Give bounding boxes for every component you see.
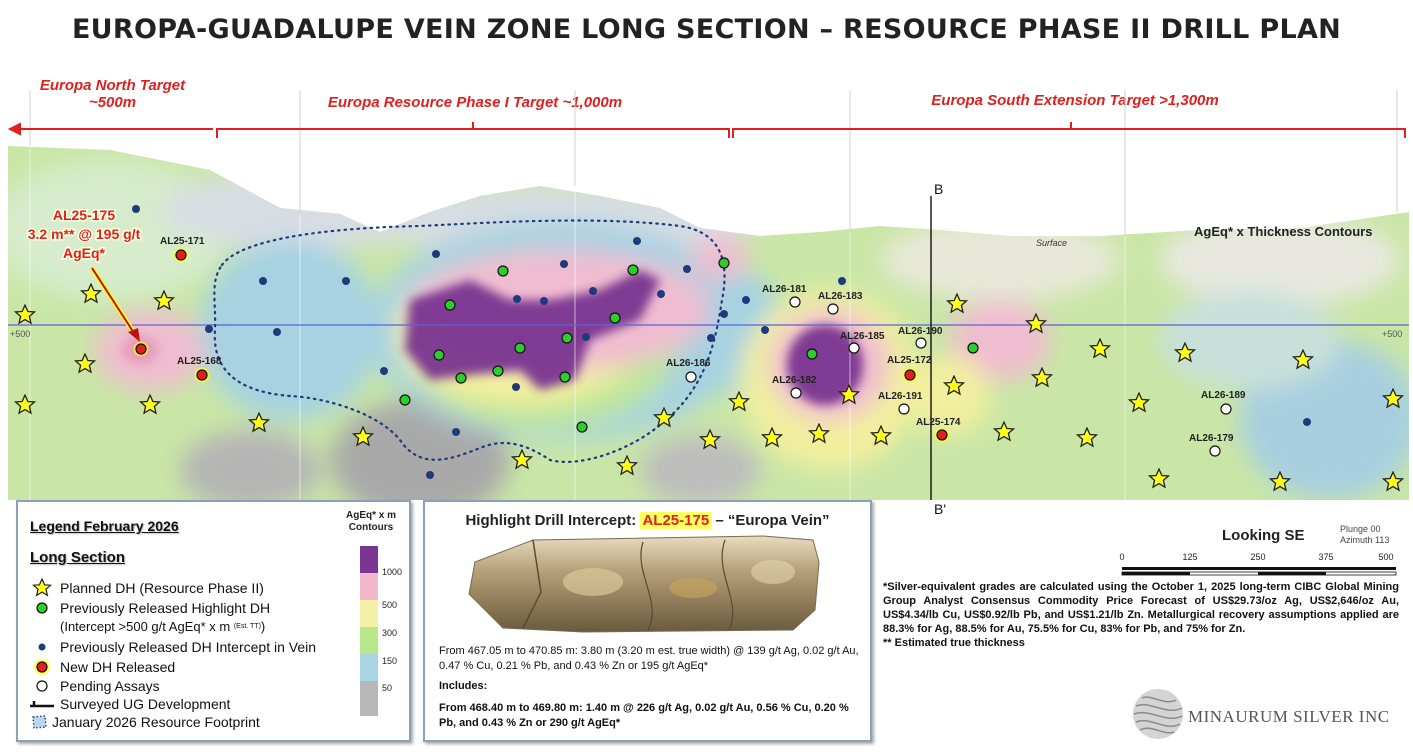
vein-intercept-dot: [560, 260, 568, 268]
hole-label-al26-179: AL26-179: [1189, 433, 1234, 444]
pending-dot: [899, 404, 909, 414]
highlight-dot: [610, 313, 620, 323]
legend-vein-label: Previously Released DH Intercept in Vein: [60, 639, 317, 655]
highlight-dot: [445, 300, 455, 310]
highlight-dot: [968, 343, 978, 353]
new-dh-dot: [905, 370, 915, 380]
pending-dot: [1210, 446, 1220, 456]
ramp-swatch-green: [360, 627, 378, 654]
ramp-title-line2: Contours: [348, 522, 394, 533]
vein-intercept-dot: [273, 328, 281, 336]
vein-intercept-dot: [342, 277, 350, 285]
highlight-title-prefix: Highlight Drill Intercept:: [465, 512, 641, 529]
vein-intercept-dot: [742, 296, 750, 304]
highlight-dot: [628, 265, 638, 275]
hole-label-al26-181: AL26-181: [762, 284, 807, 295]
vein-intercept-dot: [589, 287, 597, 295]
pending-dot: [849, 343, 859, 353]
highlight-title-suffix: – “Europa Vein”: [711, 512, 830, 529]
highlight-dot: [498, 266, 508, 276]
hole-label-al26-186: AL26-186: [666, 358, 711, 369]
callout-hole: AL25-175: [52, 207, 116, 223]
core-sample-image: [463, 532, 823, 638]
legend-footprint-label: January 2026 Resource Footprint: [52, 714, 260, 730]
ramp-label: 1000: [382, 567, 403, 577]
callout-interval: 3.2 m** @ 195 g/t: [27, 226, 141, 242]
north-target-length: ~500m: [88, 94, 137, 111]
vein-intercept-dot: [1303, 418, 1311, 426]
legend-pending-label: Pending Assays: [60, 678, 160, 694]
legend-title: Legend February 2026: [30, 518, 179, 534]
legend-highlight-criteria: (Intercept >500 g/t AgEq* x m: [60, 619, 231, 634]
vein-intercept-dot: [720, 310, 728, 318]
vein-intercept-dot: [657, 290, 665, 298]
highlight-title: [425, 512, 870, 529]
ramp-title: [336, 510, 406, 534]
vein-intercept-dot: [452, 428, 460, 436]
highlight-interval-main: From 467.05 m to 470.85 m: 3.80 m (3.20 m est. true width) @ 139 g/t Ag, 0.02 g/t Au, 0.47 % Cu, 0.21 % Pb, and 0.43 % Zn or 195 g/t AgEq*: [439, 645, 859, 672]
logo-sphere-icon: [1130, 686, 1186, 742]
legend-item-planned: [30, 578, 264, 598]
ramp-swatch-pink: [360, 573, 378, 600]
vein-intercept-dot: [132, 205, 140, 213]
ramp-swatch-yellow: [360, 600, 378, 627]
highlight-dot: [807, 349, 817, 359]
legend-highlight-label: Previously Released Highlight DH: [60, 600, 271, 616]
ramp-label: 150: [382, 656, 398, 666]
north-target-name: Europa North Target: [39, 77, 186, 94]
page-title: EUROPA-GUADALUPE VEIN ZONE LONG SECTION – RESOURCE PHASE II DRILL PLAN: [71, 14, 1342, 45]
elevation-right-label: +500: [1382, 329, 1403, 339]
new-dh-dot: [197, 370, 207, 380]
ramp-swatch-purple: [360, 546, 378, 573]
white-dot-icon: [35, 679, 49, 693]
hole-label-al26-185: AL26-185: [840, 331, 885, 342]
legend-item-footprint: [30, 714, 260, 730]
legend-item-highlight: [30, 600, 270, 616]
highlight-dot: [493, 366, 503, 376]
legend-item-vein-intercept: [30, 639, 316, 655]
new-dh-dot: [937, 430, 947, 440]
green-dot-icon: [35, 601, 49, 615]
pending-dot: [916, 338, 926, 348]
hole-label-al25-171: AL25-171: [160, 236, 205, 247]
highlight-dot: [577, 422, 587, 432]
navy-dot-icon: [37, 642, 47, 652]
new-dh-dot: [176, 250, 186, 260]
highlight-dot: [562, 333, 572, 343]
vein-intercept-dot: [259, 277, 267, 285]
highlight-dot: [515, 343, 525, 353]
vein-intercept-dot: [512, 383, 520, 391]
contours-title: AgEq* x Thickness Contours: [1194, 224, 1373, 239]
vein-intercept-dot: [513, 295, 521, 303]
vein-intercept-dot: [426, 471, 434, 479]
highlight-dot: [400, 395, 410, 405]
highlight-hole-id: AL25-175: [642, 512, 710, 529]
legend-subtitle: Long Section: [30, 549, 125, 566]
pending-dot: [791, 388, 801, 398]
vein-intercept-dot: [582, 333, 590, 341]
vein-intercept-dot: [633, 237, 641, 245]
footprint-icon: [30, 714, 48, 730]
hole-label-al25-174: AL25-174: [916, 417, 961, 428]
legend-highlight-close: ): [260, 619, 266, 634]
legend-planned-label: Planned DH (Resource Phase II): [60, 580, 264, 596]
highlight-dot: [719, 258, 729, 268]
ramp-label: 50: [382, 683, 393, 693]
star-icon: [32, 578, 52, 598]
footnote-true-thickness: ** Estimated true thickness: [883, 637, 1025, 649]
footnote-silver-equivalent: *Silver-equivalent grades are calculated using the October 1, 2025 long-term CIBC Global Mining Group Analyst Consensus Commodity Price Forecast of US$29.73/oz Ag, US$2,646/oz Au, US$4.34/lb Cu, US$0.92/lb Pb, and US$1.21/lb Zn. Metallurgical recovery assumptions applied are 88.3% for Ag, 88.5% for Au, 75.5% for Cu, 83% for Pb, and 75% for Zn.: [883, 581, 1399, 635]
new-dh-dot: [136, 344, 146, 354]
highlight-panel: [423, 500, 872, 742]
surface-label: Surface: [1036, 238, 1068, 248]
hole-label-al25-172: AL25-172: [887, 355, 932, 366]
hole-label-al26-183: AL26-183: [818, 291, 863, 302]
south-extension-target-label: Europa South Extension Target >1,300m: [931, 92, 1219, 109]
highlight-interval-sub: From 468.40 m to 469.80 m: 1.40 m @ 226 g/t Ag, 0.02 g/t Au, 0.56 % Cu, 0.20 % Pb, and 0.43 % Zn or 290 g/t AgEq*: [439, 702, 849, 729]
legend-highlight-est: (Est. TT): [233, 623, 261, 630]
ug-development-icon: [30, 698, 54, 710]
ramp-label: 500: [382, 600, 398, 610]
company-logo: [1130, 686, 1410, 742]
scale-tick: 500: [1378, 552, 1394, 562]
ramp-label: 300: [382, 628, 398, 638]
logo-text: MINAURUM SILVER INC: [1188, 707, 1390, 726]
vein-intercept-dot: [761, 326, 769, 334]
highlight-dot: [456, 373, 466, 383]
elevation-left-label: +500: [10, 329, 31, 339]
vein-intercept-dot: [683, 265, 691, 273]
footnote: [883, 580, 1399, 650]
plunge-label: Plunge 00: [1340, 524, 1381, 534]
highlight-dot: [434, 350, 444, 360]
vein-intercept-dot: [205, 325, 213, 333]
target-brackets: [10, 122, 1405, 138]
hole-label-al25-168: AL25-168: [177, 356, 222, 367]
vein-intercept-dot: [707, 334, 715, 342]
pending-dot: [1221, 404, 1231, 414]
vein-intercept-dot: [380, 367, 388, 375]
scale-tick: 250: [1250, 552, 1266, 562]
scale-tick: 375: [1318, 552, 1334, 562]
legend-item-ug: [30, 696, 230, 712]
legend-item-new-dh: [30, 658, 175, 676]
pending-dot: [828, 304, 838, 314]
legend-ug-label: Surveyed UG Development: [60, 696, 231, 712]
phase1-target-label: Europa Resource Phase I Target ~1,000m: [327, 94, 623, 111]
red-dot-icon: [33, 658, 51, 676]
azimuth-label: Azimuth 113: [1340, 535, 1390, 545]
hole-label-al26-189: AL26-189: [1201, 390, 1246, 401]
callout-unit: AgEq*: [63, 245, 105, 261]
ramp-swatch-grey: [360, 681, 378, 716]
pending-dot: [686, 372, 696, 382]
legend-panel: [16, 500, 411, 742]
scale-tick: 0: [1119, 552, 1125, 562]
highlight-dot: [560, 372, 570, 382]
legend-item-pending: [30, 678, 160, 694]
legend-item-highlight-criteria: [60, 619, 265, 634]
pending-dot: [790, 297, 800, 307]
vein-intercept-dot: [432, 250, 440, 258]
ramp-title-line1: AgEq* x m: [345, 510, 396, 521]
ramp-swatch-blue: [360, 654, 378, 681]
looking-direction: Looking SE: [1222, 527, 1305, 544]
vein-intercept-dot: [838, 277, 846, 285]
hole-label-al26-182: AL26-182: [772, 375, 817, 386]
vein-intercept-dot: [540, 297, 548, 305]
section-b-label: B: [934, 181, 944, 197]
scale-tick: 125: [1182, 552, 1198, 562]
highlight-includes-label: Includes:: [439, 680, 488, 692]
legend-new-dh-label: New DH Released: [60, 659, 176, 675]
scale-bar: [1119, 552, 1396, 575]
section-b-prime-label: B': [934, 501, 947, 517]
hole-label-al26-191: AL26-191: [878, 391, 923, 402]
hole-label-al26-190: AL26-190: [898, 326, 943, 337]
